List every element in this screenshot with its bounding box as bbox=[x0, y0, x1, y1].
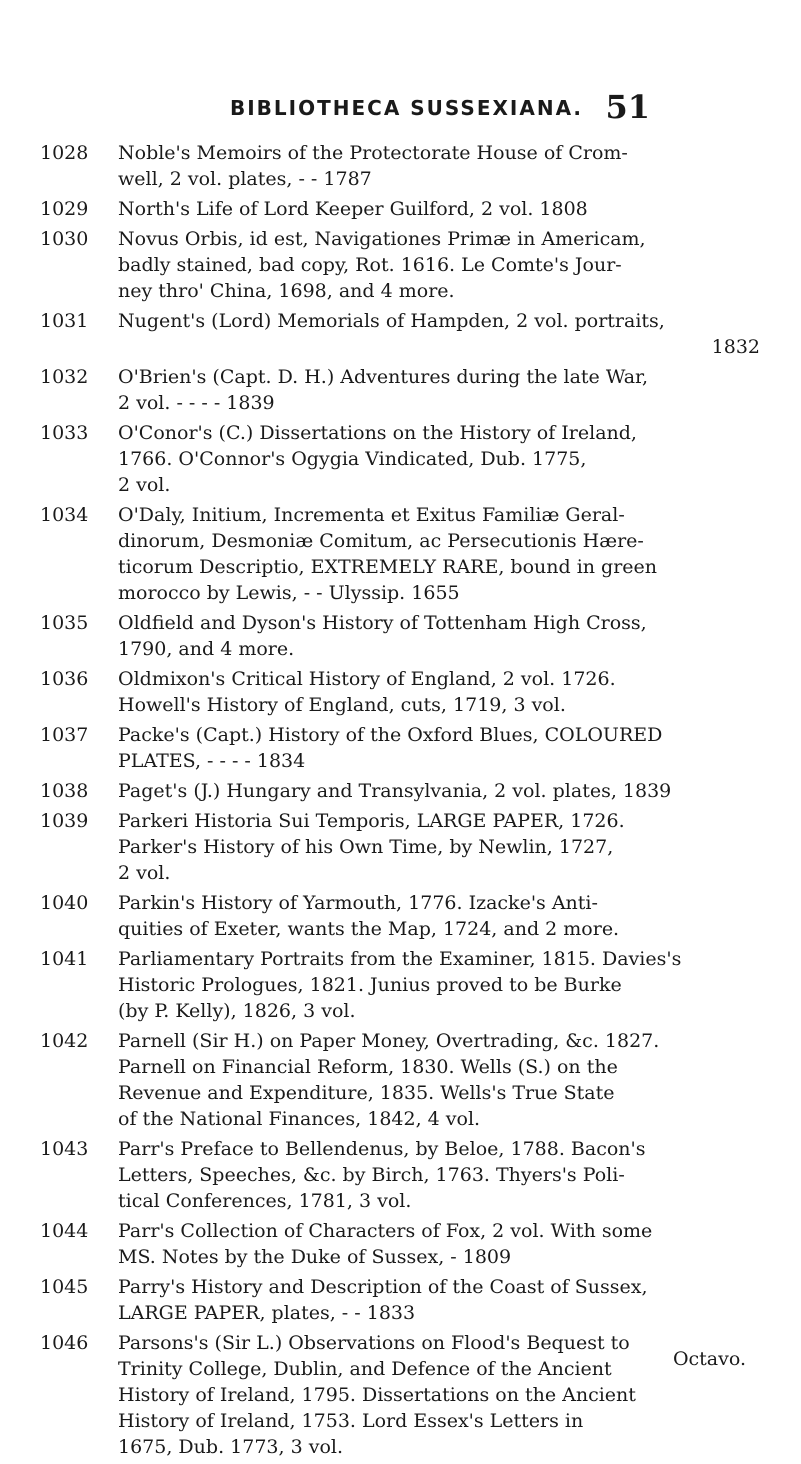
lot-number: 1046 bbox=[40, 1332, 89, 1354]
catalogue-entry bbox=[40, 666, 760, 718]
catalogue-entry bbox=[40, 1330, 760, 1460]
entry-line: Paget's (J.) Hungary and Transylvania, 2 vol. plates, 1839 bbox=[118, 780, 672, 802]
lot-number: 1042 bbox=[40, 1030, 89, 1052]
entry-line: O'Daly, Initium, Incrementa et Exitus Familiæ Geral- bbox=[118, 504, 625, 526]
catalogue-entry bbox=[40, 890, 760, 942]
entry-line: quities of Exeter, wants the Map, 1724, and 2 more. bbox=[118, 918, 620, 940]
lot-number: 1035 bbox=[40, 612, 89, 634]
entry-line: History of Ireland, 1753. Lord Essex's Letters in bbox=[118, 1410, 584, 1432]
entry-line: Oldmixon's Critical History of England, 2 vol. 1726. bbox=[118, 668, 616, 690]
catalogue-entry bbox=[40, 778, 760, 804]
catalogue-entry bbox=[40, 226, 760, 304]
lot-number: 1039 bbox=[40, 810, 89, 832]
lot-number: 1031 bbox=[40, 310, 89, 332]
entry-line: Trinity College, Dublin, and Defence of the Ancient bbox=[118, 1358, 612, 1380]
entry-line: Howell's History of England, cuts, 1719, 3 vol. bbox=[118, 694, 566, 716]
entry-line: 2 vol. bbox=[118, 474, 171, 496]
catalogue-entry bbox=[40, 946, 760, 1024]
entry-line: 1790, and 4 more. bbox=[118, 638, 295, 660]
entry-line: Oldfield and Dyson's History of Tottenham High Cross, bbox=[118, 612, 647, 634]
entry-line: Letters, Speeches, &c. by Birch, 1763. Thyers's Poli- bbox=[118, 1164, 625, 1186]
entry-line: (by P. Kelly), 1826, 3 vol. bbox=[118, 1000, 356, 1022]
entry-line: MS. Notes by the Duke of Sussex, - 1809 bbox=[118, 1246, 512, 1268]
entry-line: Noble's Memoirs of the Protectorate House of Crom- bbox=[118, 142, 628, 164]
catalogue-entry bbox=[40, 808, 760, 886]
entry-line: 2 vol. - - - - 1839 bbox=[118, 392, 275, 414]
catalogue-entry bbox=[40, 1218, 760, 1270]
catalogue-entry bbox=[40, 420, 760, 498]
catalogue-entry bbox=[40, 1136, 760, 1214]
entry-line: of the National Finances, 1842, 4 vol. bbox=[118, 1108, 481, 1130]
entry-line: well, 2 vol. plates, - - 1787 bbox=[118, 168, 372, 190]
entry-line: O'Brien's (Capt. D. H.) Adventures during the late War, bbox=[118, 366, 649, 388]
catalogue-entries bbox=[40, 140, 760, 1464]
entry-line: Parker's History of his Own Time, by Newlin, 1727, bbox=[118, 836, 614, 858]
lot-number: 1040 bbox=[40, 892, 89, 914]
entry-line: PLATES, - - - - 1834 bbox=[118, 750, 306, 772]
entry-line: Parry's History and Description of the Coast of Sussex, bbox=[118, 1276, 648, 1298]
entry-line: ney thro' China, 1698, and 4 more. bbox=[118, 280, 455, 302]
entry-line: 1832 bbox=[711, 336, 760, 358]
lot-number: 1044 bbox=[40, 1220, 89, 1242]
entry-line: Nugent's (Lord) Memorials of Hampden, 2 vol. portraits, bbox=[118, 310, 665, 332]
entry-line: North's Life of Lord Keeper Guilford, 2 vol. 1808 bbox=[118, 198, 588, 220]
entry-line: Revenue and Expenditure, 1835. Wells's True State bbox=[118, 1082, 615, 1104]
entry-line: LARGE PAPER, plates, - - 1833 bbox=[118, 1302, 416, 1324]
entry-line: Historic Prologues, 1821. Junius proved to be Burke bbox=[118, 974, 622, 996]
entry-line: tical Conferences, 1781, 3 vol. bbox=[118, 1190, 412, 1212]
entry-line: 1766. O'Connor's Ogygia Vindicated, Dub. 1775, bbox=[118, 448, 587, 470]
catalogue-entry bbox=[40, 610, 760, 662]
lot-number: 1029 bbox=[40, 198, 89, 220]
lot-number: 1043 bbox=[40, 1138, 89, 1160]
catalogue-entry bbox=[40, 1274, 760, 1326]
page-header bbox=[230, 88, 650, 128]
entry-line: Parkeri Historia Sui Temporis, LARGE PAPER, 1726. bbox=[118, 810, 625, 832]
entry-line: morocco by Lewis, - - Ulyssip. 1655 bbox=[118, 582, 460, 604]
lot-number: 1036 bbox=[40, 668, 89, 690]
entry-line: O'Conor's (C.) Dissertations on the History of Ireland, bbox=[118, 422, 637, 444]
lot-number: 1030 bbox=[40, 228, 89, 250]
catchword: Octavo. bbox=[672, 1348, 746, 1370]
catalogue-entry bbox=[40, 140, 760, 192]
entry-line: Novus Orbis, id est, Navigationes Primæ in Americam, bbox=[118, 228, 646, 250]
entry-line: Parnell (Sir H.) on Paper Money, Overtrading, &c. 1827. bbox=[118, 1030, 660, 1052]
lot-number: 1037 bbox=[40, 724, 89, 746]
entry-line: Packe's (Capt.) History of the Oxford Blues, COLOURED bbox=[118, 724, 663, 746]
entry-line: Parnell on Financial Reform, 1830. Wells (S.) on the bbox=[118, 1056, 618, 1078]
lot-number: 1038 bbox=[40, 780, 89, 802]
page-number: 51 bbox=[605, 88, 650, 126]
lot-number: 1045 bbox=[40, 1276, 89, 1298]
lot-number: 1033 bbox=[40, 422, 89, 444]
entry-line: ticorum Descriptio, EXTREMELY RARE, bound in green bbox=[118, 556, 658, 578]
entry-line: 1675, Dub. 1773, 3 vol. bbox=[118, 1436, 343, 1458]
lot-number: 1028 bbox=[40, 142, 89, 164]
catalogue-entry bbox=[40, 722, 760, 774]
entry-line: Parsons's (Sir L.) Observations on Flood's Bequest to bbox=[118, 1332, 630, 1354]
entry-line: Parliamentary Portraits from the Examiner, 1815. Davies's bbox=[118, 948, 682, 970]
catalogue-entry bbox=[40, 196, 760, 222]
catalogue-entry bbox=[40, 502, 760, 606]
entry-line: History of Ireland, 1795. Dissertations on the Ancient bbox=[118, 1384, 636, 1406]
running-title: BIBLIOTHECA SUSSEXIANA. bbox=[230, 96, 584, 120]
catalogue-entry bbox=[40, 364, 760, 416]
lot-number: 1034 bbox=[40, 504, 89, 526]
lot-number: 1032 bbox=[40, 366, 89, 388]
entry-line: dinorum, Desmoniæ Comitum, ac Persecutionis Hære- bbox=[118, 530, 644, 552]
entry-line: 2 vol. bbox=[118, 862, 171, 884]
lot-number: 1041 bbox=[40, 948, 89, 970]
entry-line: Parr's Collection of Characters of Fox, 2 vol. With some bbox=[118, 1220, 653, 1242]
catalogue-entry bbox=[40, 308, 760, 360]
entry-line: Parkin's History of Yarmouth, 1776. Izacke's Anti- bbox=[118, 892, 598, 914]
entry-line: badly stained, bad copy, Rot. 1616. Le Comte's Jour- bbox=[118, 254, 622, 276]
entry-line: Parr's Preface to Bellendenus, by Beloe, 1788. Bacon's bbox=[118, 1138, 646, 1160]
catalogue-entry bbox=[40, 1028, 760, 1132]
